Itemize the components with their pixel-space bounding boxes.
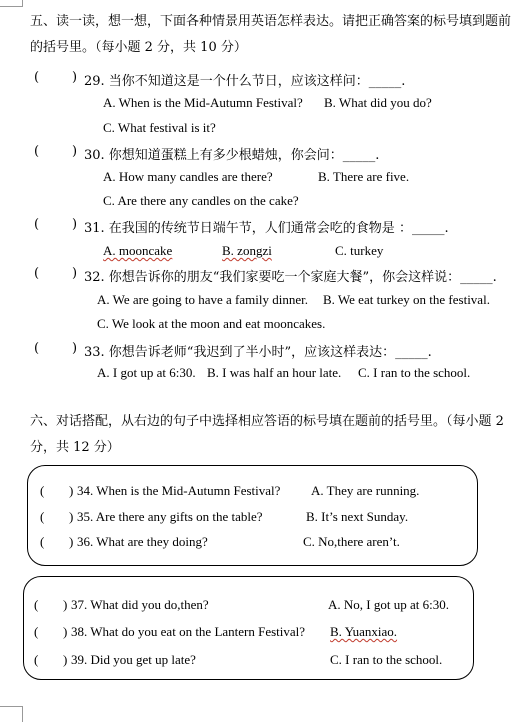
answer-paren-open: ( — [34, 624, 39, 639]
option-a: A. mooncake — [103, 243, 173, 258]
answer-paren-open: ( — [34, 144, 40, 159]
answer-paren-open: ( — [34, 217, 40, 232]
option-b: B. What did you do? — [324, 95, 432, 110]
question-prompt: 32. 你想告诉你的朋友“我们家要吃一个家庭大餐”，你会这样说：_____. — [84, 270, 497, 285]
answer-paren-close: ) — [72, 144, 78, 159]
option-c: C. We look at the moon and eat mooncakes. — [97, 316, 326, 331]
answer-paren-close: ) — [72, 266, 78, 281]
section5-heading-line1: 五、读一读，想一想，下面各种情景用英语怎样表达。请把正确答案的标号填到题前 — [30, 14, 512, 29]
answer-paren-close: ) — [72, 217, 78, 232]
dialog-answer: A. No, I got up at 6:30. — [328, 597, 449, 612]
answer-paren-open: ( — [34, 266, 40, 281]
option-a: A. I got up at 6:30. — [97, 365, 196, 380]
answer-paren-open: ( — [40, 509, 45, 524]
answer-paren-open: ( — [34, 597, 39, 612]
answer-paren-open: ( — [34, 341, 40, 356]
dialog-question: 39. Did you get up late? — [71, 652, 196, 667]
page-corner-mark — [0, 0, 23, 7]
answer-paren-close: ) — [63, 652, 68, 667]
answer-paren-open: ( — [40, 483, 45, 498]
answer-paren-close: ) — [69, 509, 74, 524]
option-c: C. What festival is it? — [103, 120, 216, 135]
option-a: A. When is the Mid-Autumn Festival? — [103, 95, 303, 110]
dialog-question: 36. What are they doing? — [77, 534, 208, 549]
dialog-answer: C. No,there aren’t. — [303, 534, 400, 549]
answer-paren-close: ) — [72, 70, 78, 85]
option-c: C. turkey — [335, 243, 384, 258]
answer-paren-open: ( — [34, 652, 39, 667]
question-prompt: 31. 在我国的传统节日端午节，人们通常会吃的食物是 ：_____. — [84, 221, 449, 236]
answer-paren-close: ) — [63, 624, 68, 639]
dialog-answer: B. It’s next Sunday. — [306, 509, 409, 524]
answer-paren-open: ( — [40, 534, 45, 549]
answer-paren-close: ) — [63, 597, 68, 612]
question-prompt: 30. 你想知道蛋糕上有多少根蜡烛，你会问：_____. — [84, 148, 380, 163]
dialog-question: 37. What did you do,then? — [71, 597, 209, 612]
dialog-answer: B. Yuanxiao. — [330, 624, 398, 639]
section6-heading-line1: 六、对话搭配，从右边的句子中选择相应答语的标号填在题前的括号里。（每小题 2 — [30, 414, 504, 429]
option-a: A. We are going to have a family dinner. — [97, 292, 308, 307]
option-b: B. There are five. — [318, 169, 410, 184]
answer-paren-close: ) — [72, 341, 78, 356]
page-corner-mark — [0, 706, 23, 722]
question-prompt: 29. 当你不知道这是一个什么节日，应该这样问：_____. — [84, 74, 406, 89]
dialog-question: 35. Are there any gifts on the table? — [77, 509, 263, 524]
option-b: B. We eat turkey on the festival. — [323, 292, 490, 307]
option-a: A. How many candles are there? — [103, 169, 273, 184]
answer-paren-open: ( — [34, 70, 40, 85]
option-c: C. Are there any candles on the cake? — [103, 193, 299, 208]
option-b: B. zongzi — [222, 243, 272, 258]
dialog-answer: A. They are running. — [311, 483, 420, 498]
option-c: C. I ran to the school. — [358, 365, 471, 380]
section6-heading-line2: 分，共 12 分） — [30, 440, 120, 455]
dialog-answer: C. I ran to the school. — [330, 652, 443, 667]
option-b: B. I was half an hour late. — [207, 365, 342, 380]
answer-paren-close: ) — [69, 483, 74, 498]
question-prompt: 33. 你想告诉老师“我迟到了半小时”，应该这样表达：_____. — [84, 345, 432, 360]
dialog-question: 38. What do you eat on the Lantern Festival? — [71, 624, 306, 639]
dialog-question: 34. When is the Mid-Autumn Festival? — [77, 483, 281, 498]
section5-heading-line2: 的括号里。（每小题 2 分，共 10 分） — [30, 40, 247, 55]
answer-paren-close: ) — [69, 534, 74, 549]
